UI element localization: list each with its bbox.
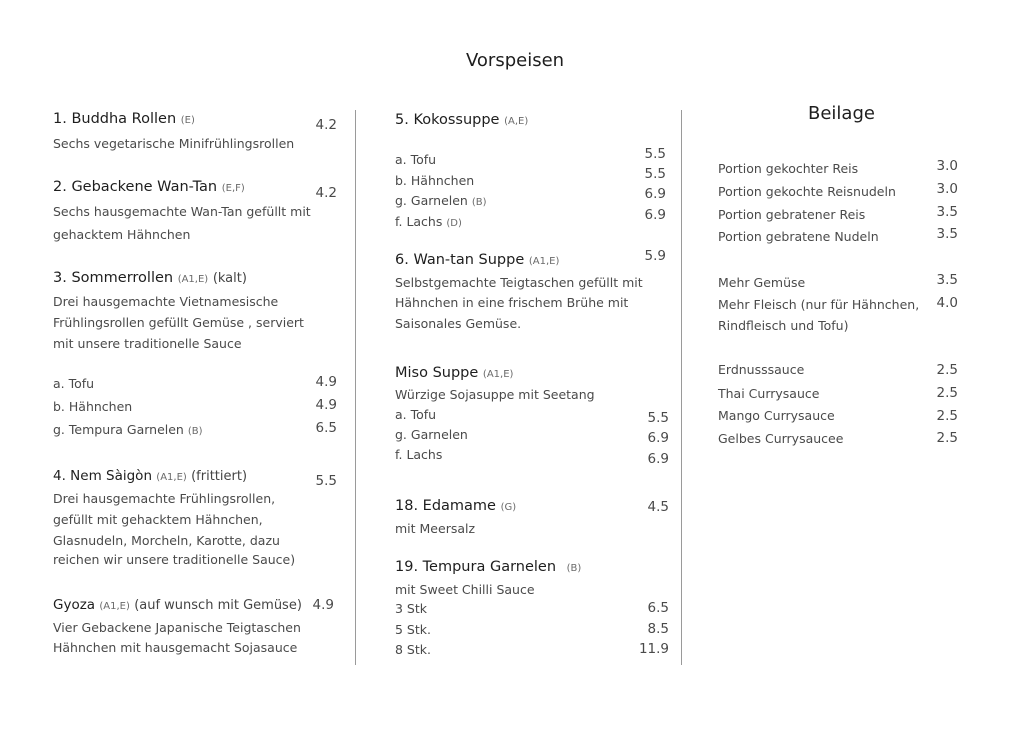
option-label: g. Tempura Garnelen (B) bbox=[53, 422, 203, 437]
dish-price: 4.2 bbox=[315, 185, 337, 201]
allergen-code: (E) bbox=[180, 115, 195, 126]
dish-price: 4.2 bbox=[315, 117, 337, 133]
allergen-code: (B) bbox=[471, 197, 487, 208]
option-price: 8.5 bbox=[647, 621, 669, 637]
side-item-label: Portion gebratener Reis bbox=[718, 207, 866, 222]
option-label: b. Hähnchen bbox=[53, 399, 133, 414]
sauce-label: Erdnusssauce bbox=[718, 362, 805, 377]
option-price: 6.5 bbox=[647, 600, 669, 616]
dish-name-tempura-garnelen: 19. Tempura Garnelen (B) bbox=[395, 559, 582, 575]
option-price: 6.5 bbox=[315, 420, 337, 436]
allergen-code: (G) bbox=[500, 502, 517, 513]
dish-description: Hähnchen mit hausgemacht Sojasauce bbox=[53, 640, 298, 655]
allergen-code: (B) bbox=[566, 563, 582, 574]
option-price: 5.5 bbox=[644, 166, 666, 182]
dish-description: Selbstgemachte Teigtaschen gefüllt mit bbox=[395, 275, 643, 290]
option-price: 5.5 bbox=[647, 410, 669, 426]
beilage-title: Beilage bbox=[808, 103, 875, 124]
allergen-code: (A,E) bbox=[504, 116, 529, 127]
dish-description: Vier Gebackene Japanische Teigtaschen bbox=[53, 620, 301, 635]
dish-price: 4.9 bbox=[312, 597, 334, 613]
allergen-code: (B) bbox=[187, 426, 203, 437]
option-label: a. Tofu bbox=[395, 407, 437, 422]
side-item-price: 3.5 bbox=[936, 226, 958, 242]
allergen-code: (A1,E) bbox=[177, 274, 209, 285]
side-item-price: 3.0 bbox=[936, 181, 958, 197]
dish-name-edamame: 18. Edamame (G) bbox=[395, 498, 517, 514]
sauce-price: 2.5 bbox=[936, 362, 958, 378]
side-item-label: Mehr Gemüse bbox=[718, 275, 806, 290]
dish-description: Hähnchen in eine frischem Brühe mit bbox=[395, 295, 629, 310]
dish-description: Glasnudeln, Morcheln, Karotte, dazu bbox=[53, 533, 280, 548]
column-divider-right bbox=[681, 110, 682, 665]
option-price: 11.9 bbox=[638, 641, 669, 657]
dish-name-gyoza: Gyoza (A1,E) (auf wunsch mit Gemüse) bbox=[53, 597, 302, 613]
dish-description: Würzige Sojasuppe mit Seetang bbox=[395, 387, 595, 402]
allergen-code: (E,F) bbox=[221, 183, 245, 194]
sauce-label: Gelbes Currysaucee bbox=[718, 431, 844, 446]
option-label: g. Garnelen (B) bbox=[395, 193, 487, 208]
dish-description: mit unsere traditionelle Sauce bbox=[53, 336, 242, 351]
allergen-code: (A1,E) bbox=[156, 472, 187, 483]
dish-name-wan-tan-suppe: 6. Wan-tan Suppe (A1,E) bbox=[395, 252, 560, 268]
option-label: a. Tofu bbox=[53, 376, 95, 391]
sauce-label: Thai Currysauce bbox=[718, 386, 820, 401]
dish-description: Frühlingsrollen gefüllt Gemüse , serviert bbox=[53, 315, 304, 330]
option-label: 3 Stk bbox=[395, 601, 428, 616]
sauce-label: Mango Currysauce bbox=[718, 408, 835, 423]
side-item-label: Portion gebratene Nudeln bbox=[718, 229, 879, 244]
page-title: Vorspeisen bbox=[466, 50, 565, 71]
dish-description: Saisonales Gemüse. bbox=[395, 316, 522, 331]
dish-name-miso-suppe: Miso Suppe (A1,E) bbox=[395, 365, 514, 381]
side-item-price: 3.5 bbox=[936, 272, 958, 288]
dish-description: Sechs hausgemachte Wan-Tan gefüllt mit bbox=[53, 204, 311, 219]
dish-name-sommerrollen: 3. Sommerrollen (A1,E) (kalt) bbox=[53, 270, 247, 286]
allergen-code: (A1,E) bbox=[99, 601, 130, 612]
option-label: 8 Stk. bbox=[395, 642, 431, 657]
column-divider-left bbox=[355, 110, 356, 665]
option-price: 6.9 bbox=[644, 186, 666, 202]
dish-name-gebackene-wan-tan: 2. Gebackene Wan-Tan (E,F) bbox=[53, 179, 245, 195]
dish-description: gefüllt mit gehacktem Hähnchen, bbox=[53, 512, 263, 527]
side-item-price: 4.0 bbox=[936, 295, 958, 311]
dish-name-kokossuppe: 5. Kokossuppe (A,E) bbox=[395, 112, 529, 128]
option-price: 4.9 bbox=[315, 374, 337, 390]
dish-note: (auf wunsch mit Gemüse) bbox=[134, 598, 302, 613]
option-label: b. Hähnchen bbox=[395, 173, 475, 188]
side-item-label: Portion gekochte Reisnudeln bbox=[718, 184, 896, 199]
dish-description: gehacktem Hähnchen bbox=[53, 227, 191, 242]
side-item-label: Portion gekochter Reis bbox=[718, 161, 859, 176]
option-price: 5.5 bbox=[644, 146, 666, 162]
dish-note: (frittiert) bbox=[191, 469, 248, 484]
option-label: g. Garnelen bbox=[395, 427, 468, 442]
option-price: 4.9 bbox=[315, 397, 337, 413]
dish-description: mit Sweet Chilli Sauce bbox=[395, 582, 535, 597]
option-price: 6.9 bbox=[644, 207, 666, 223]
side-item-price: 3.5 bbox=[936, 204, 958, 220]
option-label: f. Lachs bbox=[395, 447, 443, 462]
dish-description: Drei hausgemachte Vietnamesische bbox=[53, 294, 279, 309]
dish-price: 4.5 bbox=[647, 499, 669, 515]
dish-description: Sechs vegetarische Minifrühlingsrollen bbox=[53, 136, 295, 151]
sauce-price: 2.5 bbox=[936, 430, 958, 446]
option-label: 5 Stk. bbox=[395, 622, 431, 637]
dish-description: mit Meersalz bbox=[395, 521, 476, 536]
dish-description: Drei hausgemachte Frühlingsrollen, bbox=[53, 491, 276, 506]
option-price: 6.9 bbox=[647, 430, 669, 446]
side-item-label-continued: Rindfleisch und Tofu) bbox=[718, 318, 849, 333]
dish-price: 5.9 bbox=[644, 248, 666, 264]
dish-name-buddha-rollen: 1. Buddha Rollen (E) bbox=[53, 111, 195, 127]
dish-description: reichen wir unsere traditionelle Sauce) bbox=[53, 552, 296, 567]
side-item-price: 3.0 bbox=[936, 158, 958, 174]
allergen-code: (A1,E) bbox=[528, 256, 560, 267]
sauce-price: 2.5 bbox=[936, 408, 958, 424]
option-label: a. Tofu bbox=[395, 152, 437, 167]
dish-price: 5.5 bbox=[315, 473, 337, 489]
allergen-code: (D) bbox=[446, 218, 462, 229]
dish-name-nem-saigon: 4. Nem Sàigòn (A1,E) (frittiert) bbox=[53, 468, 248, 484]
side-item-label: Mehr Fleisch (nur für Hähnchen, bbox=[718, 297, 920, 312]
option-label: f. Lachs (D) bbox=[395, 214, 462, 229]
allergen-code: (A1,E) bbox=[482, 369, 514, 380]
sauce-price: 2.5 bbox=[936, 385, 958, 401]
option-price: 6.9 bbox=[647, 451, 669, 467]
dish-note: (kalt) bbox=[212, 271, 247, 286]
